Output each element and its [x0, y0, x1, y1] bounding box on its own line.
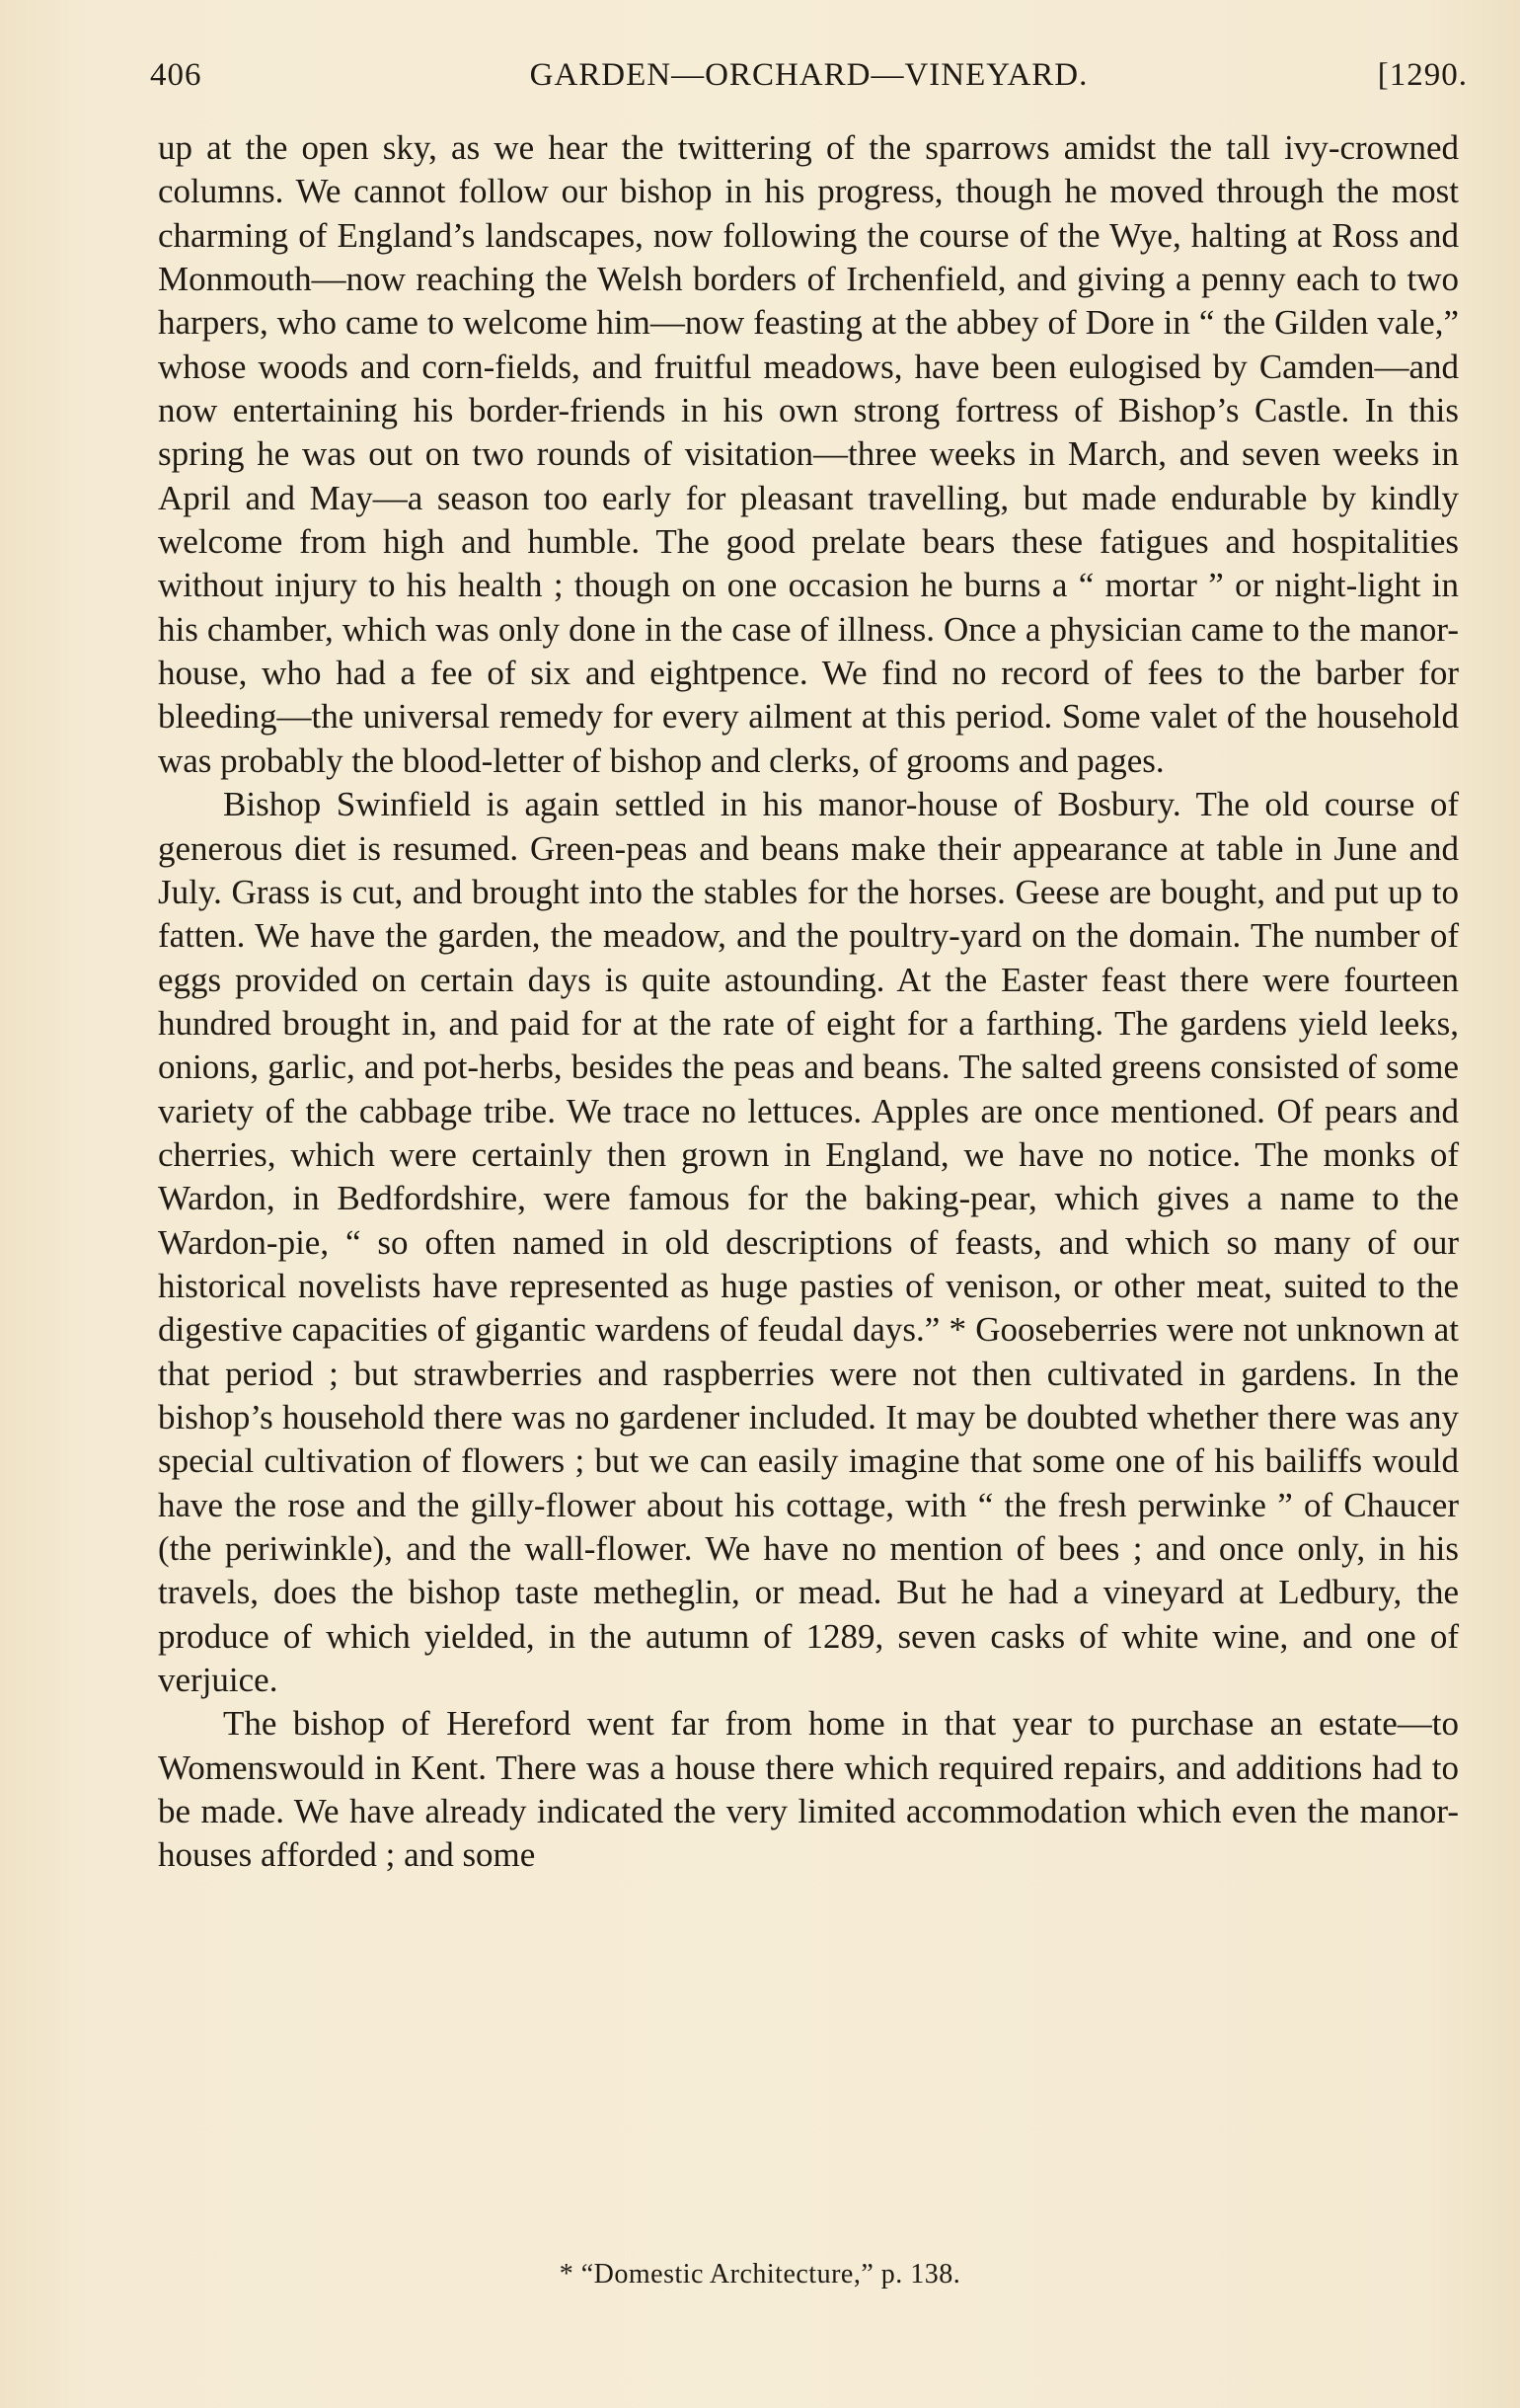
- running-title: GARDEN—ORCHARD—VINEYARD.: [529, 57, 1089, 93]
- body-text: [158, 126, 1459, 1878]
- header-year: [1290.: [1377, 57, 1468, 93]
- footnote: * “Domestic Architecture,” p. 138.: [559, 2259, 961, 2290]
- paragraph-2: Bishop Swinfield is again settled in his manor-house of Bosbury. The old course of generous diet is resumed. Green-peas and beans make their appearance at table in June and July. Grass is cut, and brought into the stables for the horses. Geese are bought, and put up to fatten. We have the garden, the meadow, and the poultry-yard on the domain. The number of eggs provided on certain days is quite astounding. At the Easter feast there were fourteen hundred brought in, and paid for at the rate of eight for a farthing. The gardens yield leeks, onions, garlic, and pot-herbs, besides the peas and beans. The salted greens consisted of some variety of the cabbage tribe. We trace no lettuces. Apples are once mentioned. Of pears and cherries, which were certainly then grown in England, we have no notice. The monks of Wardon, in Bedfordshire, were famous for the baking-pear, which gives a name to the Wardon-pie, “ so often named in old descriptions of feasts, and which so many of our historical novelists have represented as huge pasties of venison, or other meat, suited to the digestive capacities of gigantic wardens of feudal days.” * Gooseberries were not unknown at that period ; but strawberries and raspberries were not then cultivated in gardens. In the bishop’s household there was no gardener included. It may be doubted whether there was any special cultivation of flowers ; but we can easily imagine that some one of his bailiffs would have the rose and the gilly-flower about his cottage, with “ the fresh perwinke ” of Chaucer (the periwinkle), and the wall-flower. We have no mention of bees ; and once only, in his travels, does the bishop taste metheglin, or mead. But he had a vineyard at Ledbury, the produce of which yielded, in the autumn of 1289, seven casks of white wine, and one of verjuice.: [158, 785, 1459, 1700]
- page-number: 406: [150, 57, 202, 93]
- paragraph-1: up at the open sky, as we hear the twittering of the sparrows amidst the tall ivy-crowned columns. We cannot follow our bishop in his progress, though he moved through the most charming of England’s landscapes, now following the course of the Wye, halting at Ross and Monmouth—now reaching the Welsh borders of Irchenfield, and giving a penny each to two harpers, who came to welcome him—now feasting at the abbey of Dore in “ the Gilden vale,” whose woods and corn-fields, and fruitful meadows, have been eulogised by Camden—and now entertaining his border-friends in his own strong fortress of Bishop’s Castle. In this spring he was out on two rounds of visitation—three weeks in March, and seven weeks in April and May—a season too early for pleasant travelling, but made endurable by kindly welcome from high and humble. The good prelate bears these fatigues and hospitalities without injury to his health ; though on one occasion he burns a “ mortar ” or night-light in his chamber, which was only done in the case of illness. Once a physician came to the manor-house, who had a fee of six and eightpence. We find no record of fees to the barber for bleeding—the universal remedy for every ailment at this period. Some valet of the household was probably the blood-letter of bishop and clerks, of grooms and pages.: [158, 128, 1459, 780]
- paragraph-3: The bishop of Hereford went far from home in that year to purchase an estate—to Womenswould in Kent. There was a house there which required repairs, and additions had to be made. We have already indicated the very limited accommodation which even the manor-houses afforded ; and some: [158, 1704, 1459, 1875]
- running-header: [150, 57, 1468, 105]
